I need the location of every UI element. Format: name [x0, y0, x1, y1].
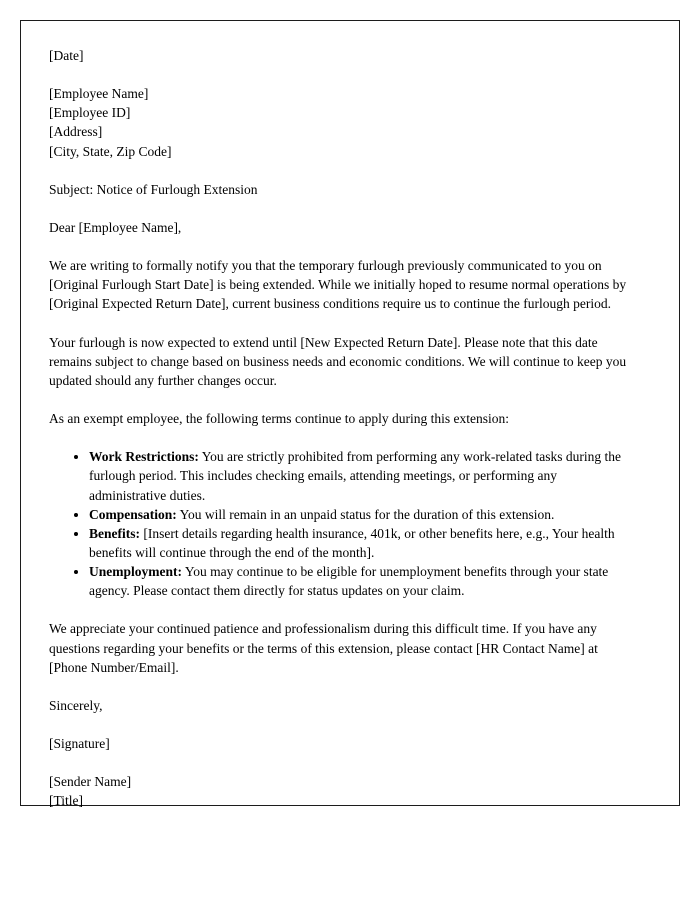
recipient-block [49, 84, 631, 161]
letter-page [20, 20, 680, 809]
list-item-compensation [89, 505, 631, 524]
terms-list [49, 447, 631, 600]
recipient-address: [Address] [49, 124, 103, 140]
closing: Sincerely, [49, 697, 103, 713]
bullet-text: You will remain in an unpaid status for the duration of this extension. [179, 506, 555, 522]
recipient-employee-id: [Employee ID] [49, 105, 131, 121]
recipient-name: [Employee Name] [49, 86, 149, 102]
sender-name: [Sender Name] [49, 774, 132, 790]
list-item-work-restrictions [89, 447, 631, 504]
paragraph-new-return-date: Your furlough is now expected to extend until [New Expected Return Date]. Please note that this date remains subject to change based on business needs and economic conditions. We will continue to keep you updated should any further changes occur. [49, 334, 627, 388]
sender-block [49, 772, 631, 810]
list-item-unemployment [89, 562, 631, 600]
bullet-text: You may continue to be eligible for unemployment benefits through your state agency. Please contact them directly for status updates on your claim. [89, 564, 609, 599]
subject-line: Subject: Notice of Furlough Extension [49, 181, 258, 197]
list-item-benefits [89, 524, 631, 562]
bullet-label: Work Restrictions: [89, 449, 199, 465]
bullet-label: Compensation: [89, 506, 177, 522]
date-line: [Date] [49, 48, 84, 63]
bullet-label: Unemployment: [89, 564, 182, 580]
paragraph-terms-intro: As an exempt employee, the following terms continue to apply during this extension: [49, 411, 510, 427]
salutation: Dear [Employee Name], [49, 219, 182, 235]
signature-placeholder: [Signature] [49, 736, 110, 752]
recipient-city-state-zip: [City, State, Zip Code] [49, 143, 172, 159]
bullet-text: [Insert details regarding health insurance, 401k, or other benefits here, e.g., Your health benefits will continue through the end of the month]. [89, 525, 615, 560]
paragraph-closing-remarks: We appreciate your continued patience and professionalism during this difficult time. If you have any questions regarding your benefits or the terms of this extension, please contact [HR Contact Name] at [Phone Number/Email]. [49, 621, 598, 675]
bullet-label: Benefits: [89, 525, 140, 541]
bullet-text: You are strictly prohibited from performing any work-related tasks during the furlough period. This includes checking emails, attending meetings, or performing any administrative duties. [89, 449, 622, 503]
sender-title: [Title] [49, 793, 84, 809]
paragraph-extension-notice: We are writing to formally notify you that the temporary furlough previously communicated to you on [Original Furlough Start Date] is being extended. While we initially hoped to resume normal operations by [Original Expected Return Date], current business conditions require us to continue the furlough period. [49, 258, 627, 312]
